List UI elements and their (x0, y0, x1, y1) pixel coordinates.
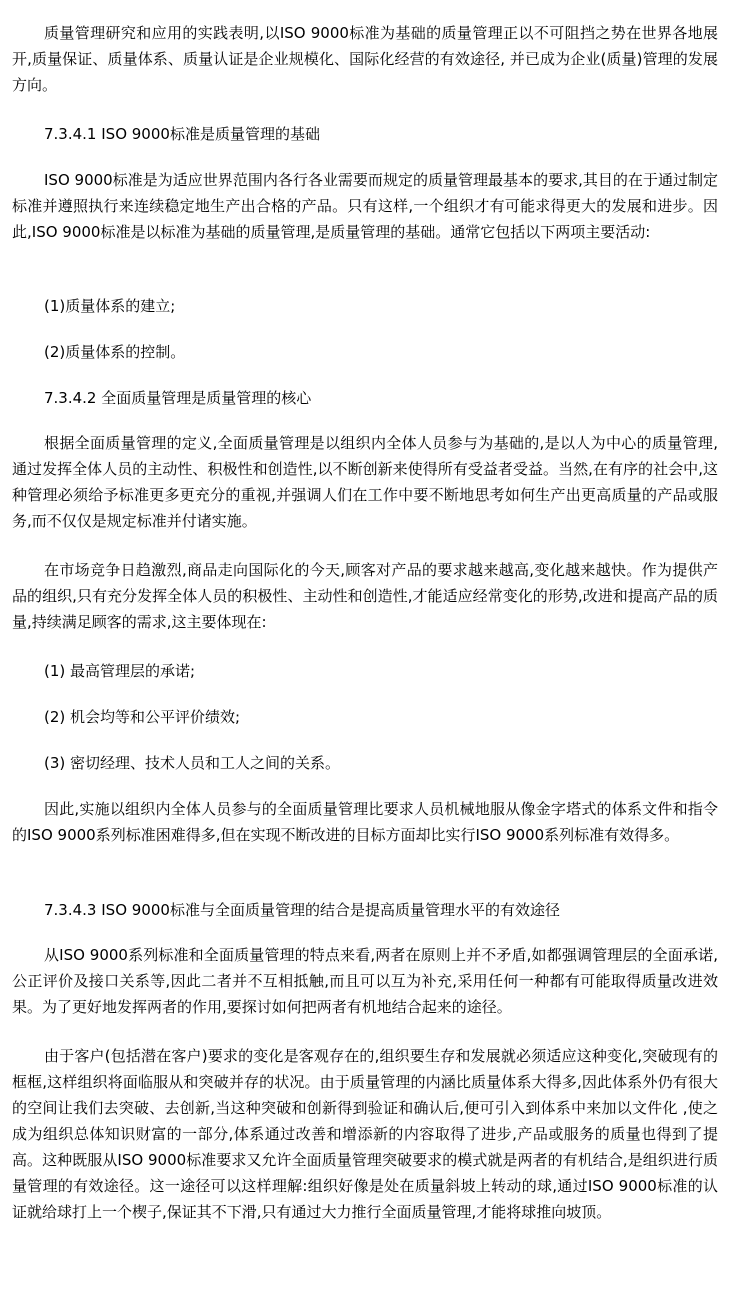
section-heading-7-3-4-1: 7.3.4.1 ISO 9000标准是质量管理的基础 (44, 125, 320, 143)
body-paragraph: 因此,实施以组织内全体人员参与的全面质量管理比要求人员机械地服从像金字塔式的体系文件和指令的ISO 9000系列标准困难得多,但在实现不断改进的目标方面却比实行ISO 9000系列标准有效得多。 (12, 800, 718, 844)
list-item: (1) 最高管理层的承诺; (44, 662, 196, 680)
body-paragraph: 根据全面质量管理的定义,全面质量管理是以组织内全体人员参与为基础的,是以人为中心的质量管理,通过发挥全体人员的主动性、积极性和创造性,以不断创新来使得所有受益者受益。当然,在有序的社会中,这种管理必须给予标准更多更充分的重视,并强调人们在工作中要不断地思考如何生产出更高质量的产品或服务,而不仅仅是规定标准并付诸实施。 (12, 434, 718, 530)
body-paragraph: 从ISO 9000系列标准和全面质量管理的特点来看,两者在原则上并不矛盾,如都强调管理层的全面承诺,公正评价及接口关系等,因此二者并不互相抵触,而且可以互为补充,采用任何一种都有可能取得质量改进效果。为了更好地发挥两者的作用,要探讨如何把两者有机地结合起来的途径。 (12, 946, 718, 1016)
list-item: (2)质量体系的控制。 (44, 343, 186, 361)
section-heading-7-3-4-2: 7.3.4.2 全面质量管理是质量管理的核心 (44, 389, 312, 407)
body-paragraph: ISO 9000标准是为适应世界范围内各行各业需要而规定的质量管理最基本的要求,其目的在于通过制定标准并遵照执行来连续稳定地生产出合格的产品。只有这样,一个组织才有可能求得更大的发展和进步。因此,ISO 9000标准是以标准为基础的质量管理,是质量管理的基础。通常它包括以下两项主要活动: (12, 171, 718, 241)
intro-paragraph: 质量管理研究和应用的实践表明,以ISO 9000标准为基础的质量管理正以不可阻挡之势在世界各地展开,质量保证、质量体系、质量认证是企业规模化、国际化经营的有效途径, 并已成为企业(质量)管理的发展方向。 (12, 24, 718, 94)
list-item: (2) 机会均等和公平评价绩效; (44, 708, 241, 726)
section-heading-7-3-4-3: 7.3.4.3 ISO 9000标准与全面质量管理的结合是提高质量管理水平的有效途径 (44, 901, 560, 919)
body-paragraph: 在市场竞争日趋激烈,商品走向国际化的今天,顾客对产品的要求越来越高,变化越来越快。作为提供产品的组织,只有充分发挥全体人员的积极性、主动性和创造性,才能适应经常变化的形势,改进和提高产品的质量,持续满足顾客的需求,这主要体现在: (12, 561, 718, 631)
list-item: (3) 密切经理、技术人员和工人之间的关系。 (44, 754, 341, 772)
body-paragraph: 由于客户(包括潜在客户)要求的变化是客观存在的,组织要生存和发展就必须适应这种变化,突破现有的框框,这样组织将面临服从和突破并存的状况。由于质量管理的内涵比质量体系大得多,因此体系外仍有很大的空间让我们去突破、去创新,当这种突破和创新得到验证和确认后,便可引入到体系中来加以文件化 ,使之成为组织总体知识财富的一部分,体系通过改善和增添新的内容取得了进步,产品或服务的质量也得到了提高。这种既服从ISO 9000标准要求又允许全面质量管理突破要求的模式就是两者的有机结合,是组织进行质量管理的有效途径。这一途径可以这样理解:组织好像是处在质量斜坡上转动的球,通过ISO 9000标准的认证就给球打上一个楔子,保证其不下滑,只有通过大力推行全面质量管理,才能将球推向坡顶。 (12, 1047, 718, 1221)
list-item: (1)质量体系的建立; (44, 297, 176, 315)
